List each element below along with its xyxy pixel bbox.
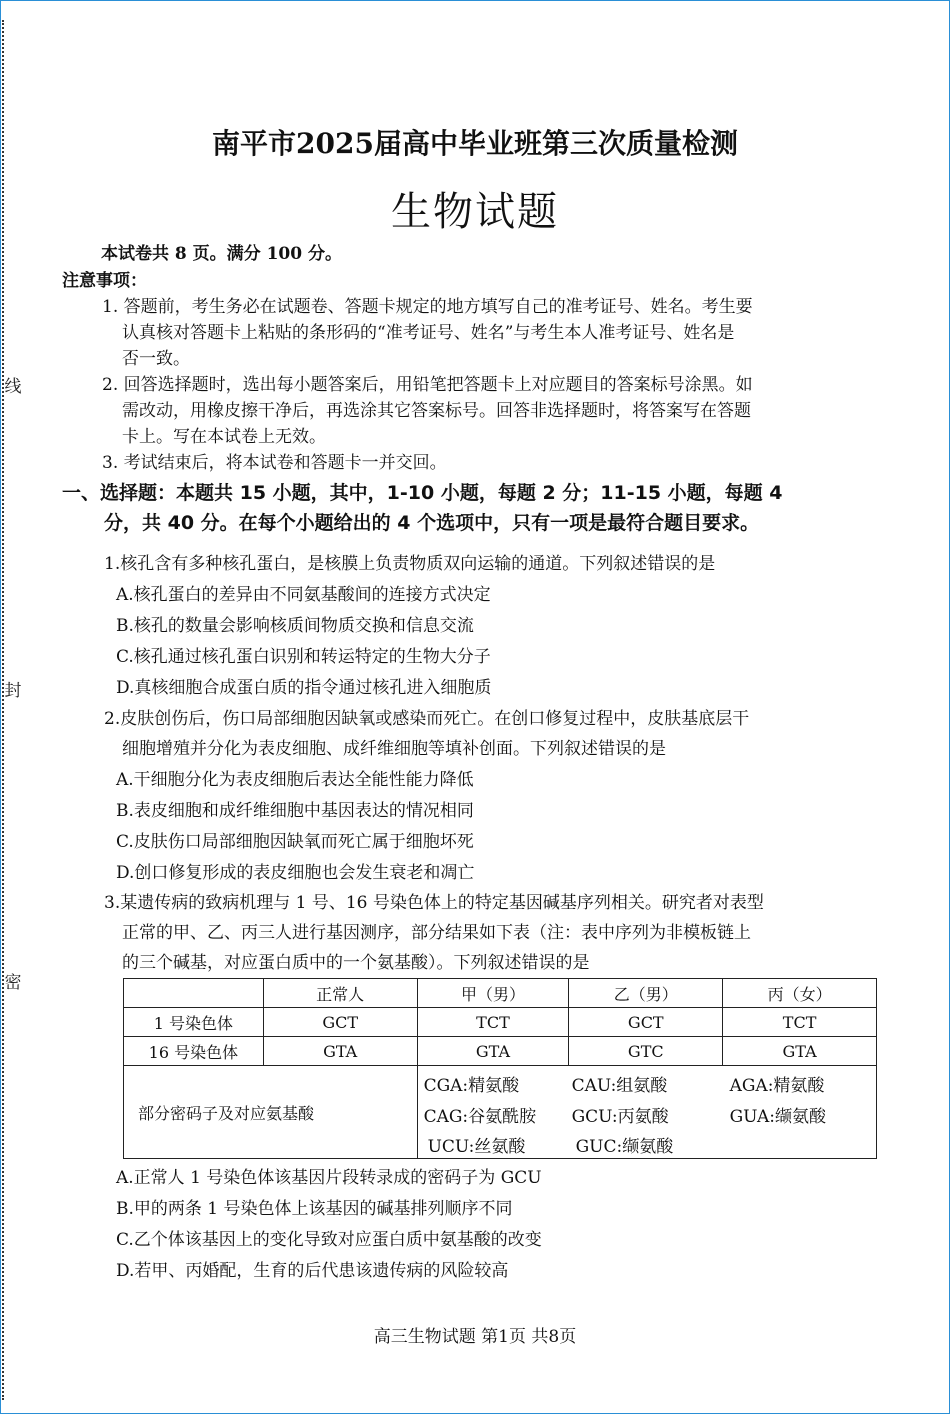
table-header-cell: 甲（男） bbox=[417, 979, 569, 1008]
table-row bbox=[124, 1008, 877, 1037]
table-cell: TCT bbox=[417, 1008, 569, 1037]
table-header-cell: 乙（男） bbox=[569, 979, 723, 1008]
table-header-cell: 正常人 bbox=[263, 979, 417, 1008]
question-1-option-a: A.核孔蛋白的差异由不同氨基酸间的连接方式决定 bbox=[116, 585, 491, 605]
codon-item: CGA:精氨酸 bbox=[423, 1076, 520, 1096]
table-cell: GTA bbox=[723, 1037, 877, 1066]
table-cell: GTA bbox=[263, 1037, 417, 1066]
question-2-option-b: B.表皮细胞和成纤维细胞中基因表达的情况相同 bbox=[116, 801, 474, 821]
codon-list-cell bbox=[417, 1066, 876, 1159]
codon-item: CAG:谷氨酰胺 bbox=[423, 1107, 537, 1127]
codon-item: UCU:丝氨酸 bbox=[427, 1137, 526, 1157]
question-3-option-a: A.正常人 1 号染色体该基因片段转录成的密码子为 GCU bbox=[116, 1168, 542, 1188]
section-1-heading-line-1: 一、选择题：本题共 15 小题，其中，1-10 小题，每题 2 分；11-15 小题，每题 4 bbox=[62, 482, 783, 504]
exam-title: 南平市2025届高中毕业班第三次质量检测 bbox=[212, 127, 738, 160]
table-cell: GCT bbox=[569, 1008, 723, 1037]
question-3-option-b: B.甲的两条 1 号染色体上该基因的碱基排列顺序不同 bbox=[116, 1199, 513, 1219]
binding-char-mi: 密 bbox=[4, 973, 22, 993]
question-2-stem-line-2: 细胞增殖并分化为表皮细胞、成纤维细胞等填补创面。下列叙述错误的是 bbox=[122, 739, 666, 759]
table-header-cell: 丙（女） bbox=[723, 979, 877, 1008]
section-1-heading-line-2: 分，共 40 分。在每个小题给出的 4 个选项中，只有一项是最符合题目要求。 bbox=[104, 512, 760, 534]
question-3-option-c: C.乙个体该基因上的变化导致对应蛋白质中氨基酸的改变 bbox=[116, 1230, 542, 1250]
question-1-option-c: C.核孔通过核孔蛋白识别和转运特定的生物大分子 bbox=[116, 647, 491, 667]
codon-label: 部分密码子及对应氨基酸 bbox=[138, 1103, 315, 1123]
question-1-option-d: D.真核细胞合成蛋白质的指令通过核孔进入细胞质 bbox=[116, 678, 492, 698]
codon-item: AGA:精氨酸 bbox=[729, 1076, 825, 1096]
subject-title: 生物试题 bbox=[391, 189, 559, 235]
question-3-stem-line-3: 的三个碱基，对应蛋白质中的一个氨基酸）。下列叙述错误的是 bbox=[122, 953, 590, 973]
table-cell: TCT bbox=[723, 1008, 877, 1037]
gene-sequence-table bbox=[123, 978, 877, 1159]
question-2-option-a: A.干细胞分化为表皮细胞后表达全能性能力降低 bbox=[116, 770, 474, 790]
table-header-row bbox=[124, 979, 877, 1008]
question-3-stem-line-1: 3.某遗传病的致病机理与 1 号、16 号染色体上的特定基因碱基序列相关。研究者对表型 bbox=[104, 893, 764, 913]
question-2-stem-line-1: 2.皮肤创伤后，伤口局部细胞因缺氧或感染而死亡。在创口修复过程中，皮肤基底层干 bbox=[104, 709, 750, 729]
question-1-stem: 1.核孔含有多种核孔蛋白，是核膜上负责物质双向运输的通道。下列叙述错误的是 bbox=[104, 554, 716, 574]
table-cell: 16 号染色体 bbox=[124, 1037, 264, 1066]
table-header-cell bbox=[124, 979, 264, 1008]
table-row bbox=[124, 1037, 877, 1066]
codon-item: GCU:丙氨酸 bbox=[571, 1107, 669, 1127]
question-2-option-c: C.皮肤伤口局部细胞因缺氧而死亡属于细胞坏死 bbox=[116, 832, 474, 852]
codon-label-cell bbox=[124, 1066, 418, 1159]
question-2-option-d: D.创口修复形成的表皮细胞也会发生衰老和凋亡 bbox=[116, 863, 475, 883]
notice-1-line-1: 1. 答题前，考生务必在试题卷、答题卡规定的地方填写自己的准考证号、姓名。考生要 bbox=[102, 297, 753, 317]
notice-3-line-1: 3. 考试结束后，将本试卷和答题卡一并交回。 bbox=[102, 453, 447, 473]
exam-summary: 本试卷共 8 页。满分 100 分。 bbox=[101, 244, 342, 264]
question-1-option-b: B.核孔的数量会影响核质间物质交换和信息交流 bbox=[116, 616, 474, 636]
codon-row bbox=[124, 1066, 877, 1159]
notice-2-line-3: 卡上。写在本试卷上无效。 bbox=[122, 427, 326, 447]
table-cell: GTA bbox=[417, 1037, 569, 1066]
question-3-option-d: D.若甲、丙婚配，生育的后代患该遗传病的风险较高 bbox=[116, 1261, 509, 1281]
table-cell: GTC bbox=[569, 1037, 723, 1066]
notice-title: 注意事项： bbox=[62, 271, 147, 291]
notice-2-line-2: 需改动，用橡皮擦干净后，再选涂其它答案标号。回答非选择题时，将答案写在答题 bbox=[122, 401, 751, 421]
notice-1-line-2: 认真核对答题卡上粘贴的条形码的“准考证号、姓名”与考生本人准考证号、姓名是 bbox=[122, 323, 735, 343]
notice-2-line-1: 2. 回答选择题时，选出每小题答案后，用铅笔把答题卡上对应题目的答案标号涂黑。如 bbox=[102, 375, 753, 395]
binding-char-feng: 封 bbox=[4, 681, 22, 701]
table-cell: GCT bbox=[263, 1008, 417, 1037]
page-footer: 高三生物试题 第1页 共8页 bbox=[373, 1327, 577, 1347]
question-3-stem-line-2: 正常的甲、乙、丙三人进行基因测序，部分结果如下表（注：表中序列为非模板链上 bbox=[122, 923, 751, 943]
table-cell: 1 号染色体 bbox=[124, 1008, 264, 1037]
codon-item: CAU:组氨酸 bbox=[571, 1076, 668, 1096]
codon-item: GUA:缬氨酸 bbox=[729, 1107, 826, 1127]
notice-1-line-3: 否一致。 bbox=[122, 349, 190, 369]
codon-item: GUC:缬氨酸 bbox=[575, 1137, 674, 1157]
binding-char-xian: 线 bbox=[4, 377, 22, 397]
